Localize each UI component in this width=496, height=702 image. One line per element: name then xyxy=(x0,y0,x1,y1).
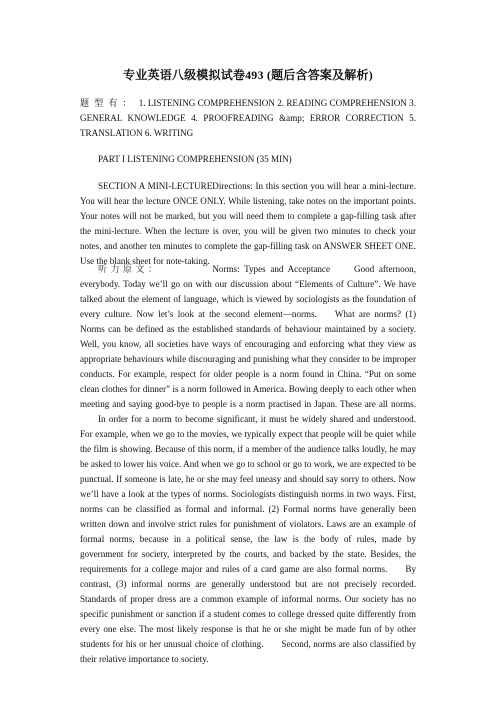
transcript-title: Norms: Types and Acceptance xyxy=(212,264,331,274)
transcript-paragraph-4: By contrast, (3) informal norms are generally understood but are not precisely recorded. Standards of proper dress are a common example of informal norms. Our society has no specific punishment or sanction if a student comes to college dressed quite differently from every one else. The most likely response is that he or she might be made fun of by other students for his or her unusual choice of clothing. xyxy=(80,564,416,649)
part1-heading: PART I LISTENING COMPREHENSION (35 MIN) xyxy=(98,154,292,164)
transcript-paragraph-1: Good afternoon, everybody. Today we’ll go on with our discussion about “Elements of Culture”. We have talked about the element of language, which is viewed by sociologists as the foundation of every culture. Now let’s look at the second element—norms. xyxy=(80,264,416,319)
document-title: 专业英语八级模拟试卷493 (题后含答案及解析) xyxy=(123,68,373,82)
directions-text: Directions: In this section you will hear a mini-lecture. You will hear the lecture ONCE ONLY. While listening, take notes on the important points. Your notes will not be marked, but you will need them to complete a gap-filling task after the mini-lecture. When the lecture is over, you will be given two minutes to check your notes, and another ten minutes to complete the gap-filling task on ANSWER SHEET ONE. Use the blank sheet for note-taking. xyxy=(80,181,416,266)
section-heading: SECTION A MINI-LECTURE xyxy=(98,181,213,191)
transcript xyxy=(80,262,416,667)
section-a xyxy=(80,179,416,269)
transcript-paragraph-3: In order for a norm to become significant, it must be widely shared and understood. For example, when we go to the movies, we typically expect that people will be quiet while the film is showing. Because of this norm, if a member of the audience talks loudly, he may be asked to lower his voice. And when we go to school or go to work, we are expected to be punctual. If someone is late, he or she may feel uneasy and should say sorry to others. Now we’ll have a look at the types of norms. Sociologists distinguish norms in two ways. First, norms can be classified as formal and informal. (2) Formal norms have generally been written down and involve strict rules for punishment of violators. Laws are an example of formal norms, because in a political sense, the law is the body of rules, made by government for society, interpreted by the courts, and backed by the state. Besides, the requirements for a college major and rules of a card game are also formal norms. xyxy=(80,414,416,574)
transcript-paragraph-5: Second, norms are also classified by their relative importance to society. xyxy=(80,639,416,664)
transcript-label: 听力原文： xyxy=(98,264,161,274)
question-types-label: 题型有： xyxy=(80,98,137,108)
question-types xyxy=(80,96,416,141)
question-types-list: 1. LISTENING COMPREHENSION 2. READING COMPREHENSION 3. GENERAL KNOWLEDGE 4. PROOFREADING &amp; ERROR CORRECTION 5. TRANSLATION 6. WRITING xyxy=(80,98,416,138)
transcript-paragraph-2: What are norms? (1) Norms can be defined as the established standards of behaviour maintained by a society. Well, you know, all societies have ways of encouraging and enforcing what they view as appropriate behaviours while discouraging and punishing what they consider to be improper conducts. For example, respect for older people is a norm found in China. “Put on some clean clothes for dinner” is a norm followed in America. Bowing deeply to each other when meeting and saying good-bye to people is a norm practised in Japan. These are all norms. xyxy=(80,309,416,409)
